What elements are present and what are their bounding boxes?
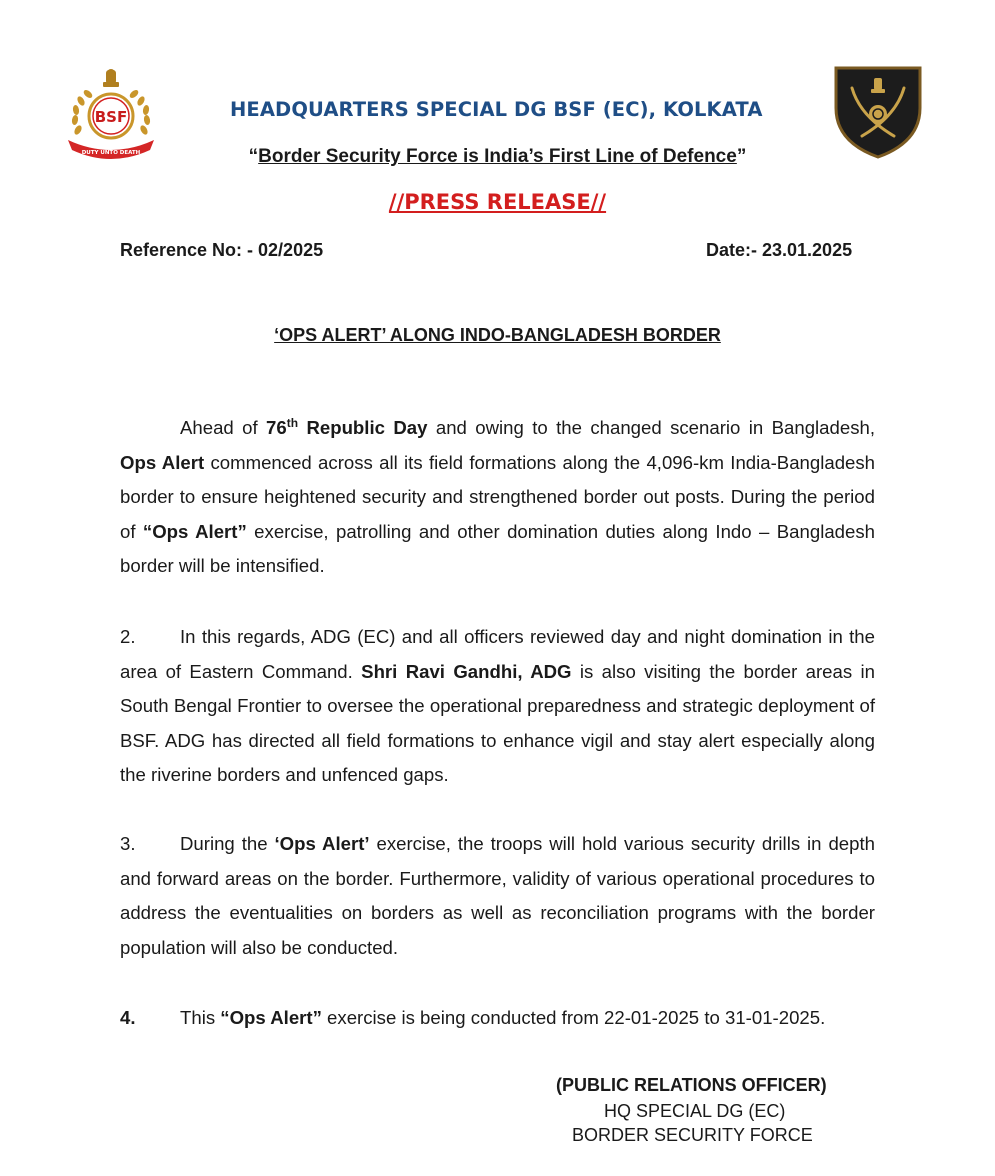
paragraph-1: Ahead of 76th Republic Day and owing to the changed scenario in Bangladesh, Ops Alert commenced across all its field formations along the 4,096-km India-Bangladesh border to ensure heightened security and strengthened border out posts. During the period of “Ops Alert” exercise, patrolling and other domination duties along Indo – Bangladesh border will be intensified. xyxy=(120,416,876,576)
emblem-medallion xyxy=(869,105,887,123)
motto-close-quote: ” xyxy=(736,146,747,167)
lion-capital-icon xyxy=(103,69,119,87)
signature-title: (PUBLIC RELATIONS OFFICER) xyxy=(556,1075,827,1095)
subject-heading: ‘OPS ALERT’ ALONG INDO-BANGLADESH BORDER xyxy=(274,325,721,345)
reference-number: Reference No: - 02/2025 xyxy=(120,240,324,260)
motto xyxy=(0,146,995,168)
motto-text: Border Security Force is India’s First Line of Defence xyxy=(258,146,737,167)
release-date: Date:- 23.01.2025 xyxy=(706,240,853,260)
paragraph-2: 2. In this regards, ADG (EC) and all officers reviewed day and night domination in the area of Eastern Command. Shri Ravi Gandhi, ADG is also visiting the border areas in South Bengal Frontier to oversee the operational preparedness and strategic deployment of BSF. ADG has directed all field formations to enhance vigil and stay alert especially along the riverine borders and unfenced gaps. xyxy=(120,620,875,793)
motto-open-quote: “ xyxy=(248,146,259,167)
paragraph-4: 4. This “Ops Alert” exercise is being conducted from 22-01-2025 to 31-01-2025. xyxy=(120,1001,875,1036)
signature-office: HQ SPECIAL DG (EC) xyxy=(604,1101,786,1121)
paragraph-number: 4. xyxy=(120,1007,136,1028)
headquarters-title: HEADQUARTERS SPECIAL DG BSF (EC), KOLKATA xyxy=(230,98,763,121)
bsf-logo-text: BSF xyxy=(94,108,128,126)
signature-organisation: BORDER SECURITY FORCE xyxy=(572,1125,813,1145)
lion-capital-icon xyxy=(874,78,882,90)
paragraph-3: 3. During the ‘Ops Alert’ exercise, the troops will hold various security drills in depth and forward areas on the border. Furthermore, validity of various operational procedures to address the eventualities on borders as well as reconciliation programs with the border population will also be conducted. xyxy=(120,827,875,965)
press-release-heading: //PRESS RELEASE// xyxy=(388,190,607,214)
logo-banner-text: DUTY UNTO DEATH xyxy=(81,150,141,156)
paragraph-number: 2. xyxy=(120,626,136,647)
paragraph-number: 3. xyxy=(120,833,136,854)
